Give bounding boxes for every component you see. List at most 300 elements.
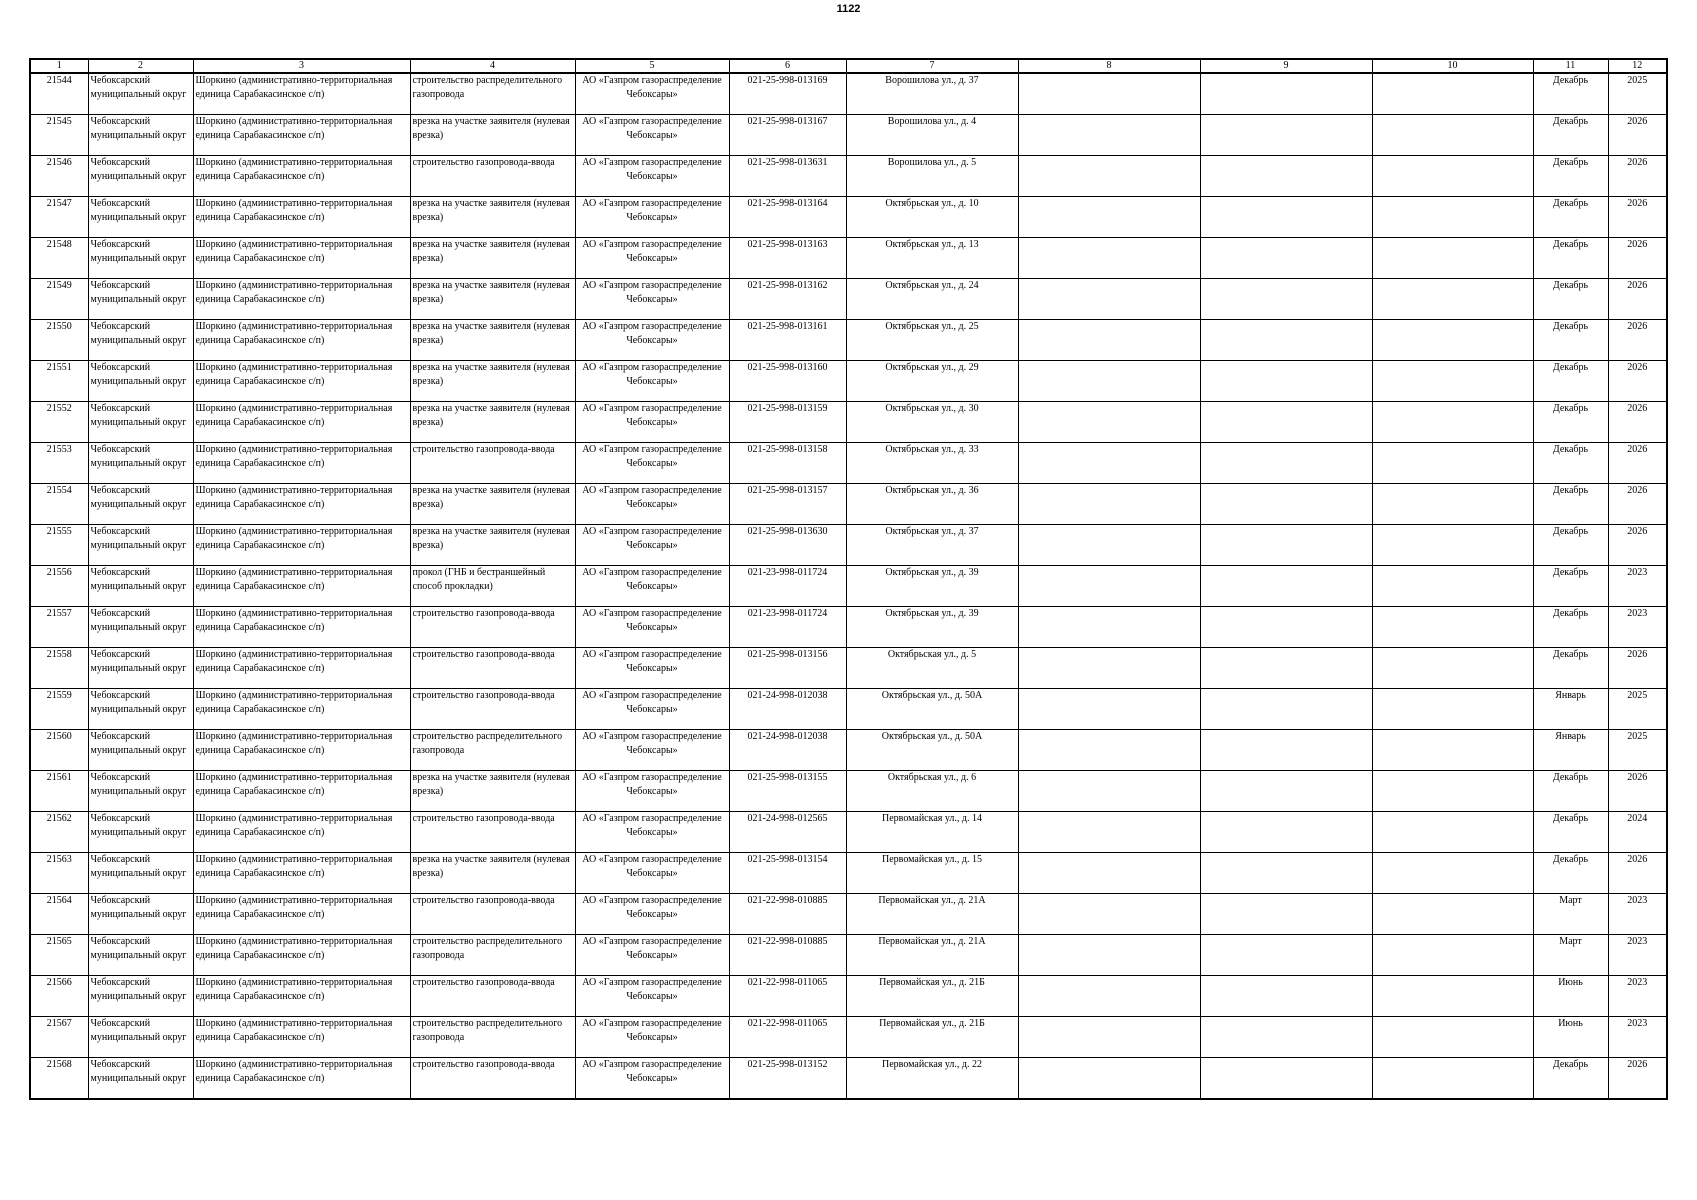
table-header (30, 59, 1667, 73)
work-type-cell-text: строительство газопровода-ввода (412, 444, 555, 455)
column-10-cell (1372, 566, 1533, 607)
organization-cell (575, 894, 729, 935)
month-cell (1533, 238, 1608, 279)
code-cell (729, 197, 846, 238)
work-type-cell-text: строительство газопровода-ввода (412, 690, 555, 701)
year-cell (1608, 525, 1667, 566)
table-row (30, 279, 1667, 320)
district-cell-text: Чебоксарский муниципальный округ (90, 936, 187, 961)
work-type-cell (410, 607, 575, 648)
row-number-text: 21561 (46, 772, 72, 783)
row-number (30, 402, 88, 443)
district-cell (88, 1058, 193, 1100)
row-number-text: 21562 (46, 813, 72, 824)
settlement-cell-text: Шоркино (административно-территориальная единица Сарабакасинское с/п) (195, 690, 393, 715)
address-cell-text: Ворошилова ул., д. 5 (887, 157, 977, 168)
column-10-cell (1372, 1017, 1533, 1058)
year-cell-text: 2026 (1627, 198, 1648, 209)
column-9-cell (1200, 238, 1372, 279)
column-9-cell (1200, 402, 1372, 443)
column-10-cell (1372, 443, 1533, 484)
row-number-text: 21563 (46, 854, 72, 865)
row-number (30, 894, 88, 935)
organization-cell-text: АО «Газпром газораспределение Чебоксары» (582, 608, 722, 633)
code-cell-text: 021-24-998-012038 (747, 731, 828, 742)
year-cell (1608, 853, 1667, 894)
organization-cell (575, 402, 729, 443)
settlement-cell (193, 976, 410, 1017)
column-10-cell (1372, 812, 1533, 853)
row-number (30, 566, 88, 607)
address-cell (846, 279, 1018, 320)
column-9-cell (1200, 156, 1372, 197)
address-cell-text: Первомайская ул., д. 15 (882, 854, 982, 865)
organization-cell-text: АО «Газпром газораспределение Чебоксары» (582, 75, 722, 100)
district-cell (88, 1017, 193, 1058)
row-number (30, 115, 88, 156)
work-type-cell-text: строительство распределительного газопровода (412, 936, 563, 961)
month-cell-text: Декабрь (1552, 116, 1589, 127)
column-header-8: 8 (1018, 59, 1200, 73)
settlement-cell (193, 525, 410, 566)
column-10-cell (1372, 484, 1533, 525)
organization-cell-text: АО «Газпром газораспределение Чебоксары» (582, 1018, 722, 1043)
settlement-cell-text: Шоркино (административно-территориальная единица Сарабакасинское с/п) (195, 116, 393, 141)
month-cell (1533, 771, 1608, 812)
month-cell-text: Июнь (1558, 977, 1583, 988)
year-cell-text: 2024 (1627, 813, 1648, 824)
work-type-cell-text: врезка на участке заявителя (нулевая врезка) (412, 239, 570, 264)
address-cell-text: Октябрьская ул., д. 30 (885, 403, 979, 414)
address-cell-text: Первомайская ул., д. 21Б (879, 1018, 985, 1029)
district-cell (88, 566, 193, 607)
settlement-cell (193, 361, 410, 402)
work-type-cell (410, 73, 575, 115)
settlement-cell (193, 730, 410, 771)
row-number-text: 21551 (46, 362, 72, 373)
table-row (30, 771, 1667, 812)
district-cell-text: Чебоксарский муниципальный округ (90, 608, 187, 633)
month-cell-text: Декабрь (1552, 321, 1589, 332)
district-cell-text: Чебоксарский муниципальный округ (90, 444, 187, 469)
work-type-cell (410, 812, 575, 853)
code-cell-text: 021-25-998-013167 (747, 116, 828, 127)
work-type-cell-text: врезка на участке заявителя (нулевая врезка) (412, 116, 570, 141)
settlement-cell-text: Шоркино (административно-территориальная единица Сарабакасинское с/п) (195, 854, 393, 879)
code-cell (729, 484, 846, 525)
district-cell-text: Чебоксарский муниципальный округ (90, 567, 187, 592)
table-row (30, 1058, 1667, 1100)
column-9-cell (1200, 279, 1372, 320)
organization-cell-text: АО «Газпром газораспределение Чебоксары» (582, 444, 722, 469)
row-number-text: 21558 (46, 649, 72, 660)
district-cell (88, 197, 193, 238)
month-cell-text: Март (1559, 895, 1582, 906)
settlement-cell-text: Шоркино (административно-территориальная единица Сарабакасинское с/п) (195, 649, 393, 674)
address-cell-text: Октябрьская ул., д. 25 (885, 321, 979, 332)
column-9-cell (1200, 1017, 1372, 1058)
work-type-cell-text: строительство газопровода-ввода (412, 157, 555, 168)
year-cell-text: 2023 (1627, 977, 1648, 988)
table-row (30, 894, 1667, 935)
district-cell (88, 279, 193, 320)
table-row (30, 73, 1667, 115)
year-cell-text: 2026 (1627, 239, 1648, 250)
year-cell (1608, 935, 1667, 976)
table-row (30, 812, 1667, 853)
month-cell (1533, 279, 1608, 320)
row-number (30, 648, 88, 689)
month-cell-text: Январь (1555, 731, 1586, 742)
organization-cell-text: АО «Газпром газораспределение Чебоксары» (582, 813, 722, 838)
address-cell (846, 771, 1018, 812)
work-type-cell (410, 361, 575, 402)
district-cell-text: Чебоксарский муниципальный округ (90, 1059, 187, 1084)
address-cell (846, 812, 1018, 853)
column-header-5: 5 (575, 59, 729, 73)
code-cell-text: 021-25-998-013154 (747, 854, 828, 865)
address-cell (846, 484, 1018, 525)
table-row (30, 156, 1667, 197)
row-number (30, 689, 88, 730)
code-cell (729, 402, 846, 443)
month-cell (1533, 566, 1608, 607)
column-10-cell (1372, 320, 1533, 361)
year-cell-text: 2026 (1627, 321, 1648, 332)
settlement-cell-text: Шоркино (административно-территориальная единица Сарабакасинское с/п) (195, 1059, 393, 1084)
year-cell-text: 2025 (1627, 731, 1648, 742)
month-cell (1533, 1017, 1608, 1058)
organization-cell-text: АО «Газпром газораспределение Чебоксары» (582, 321, 722, 346)
settlement-cell (193, 689, 410, 730)
year-cell-text: 2026 (1627, 649, 1648, 660)
organization-cell (575, 279, 729, 320)
work-type-cell (410, 689, 575, 730)
organization-cell-text: АО «Газпром газораспределение Чебоксары» (582, 362, 722, 387)
column-header-12: 12 (1608, 59, 1667, 73)
year-cell (1608, 689, 1667, 730)
address-cell-text: Октябрьская ул., д. 39 (885, 567, 979, 578)
address-cell-text: Первомайская ул., д. 22 (882, 1059, 982, 1070)
column-8-cell (1018, 730, 1200, 771)
code-cell-text: 021-22-998-011065 (747, 977, 828, 988)
month-cell-text: Декабрь (1552, 608, 1589, 619)
column-8-cell (1018, 853, 1200, 894)
month-cell-text: Март (1559, 936, 1582, 947)
month-cell-text: Декабрь (1552, 526, 1589, 537)
code-cell (729, 156, 846, 197)
code-cell (729, 894, 846, 935)
column-9-cell (1200, 1058, 1372, 1100)
address-cell (846, 238, 1018, 279)
organization-cell (575, 238, 729, 279)
row-number-text: 21547 (46, 198, 72, 209)
column-9-cell (1200, 73, 1372, 115)
column-10-cell (1372, 648, 1533, 689)
settlement-cell (193, 443, 410, 484)
year-cell (1608, 648, 1667, 689)
work-type-cell-text: врезка на участке заявителя (нулевая врезка) (412, 772, 570, 797)
year-cell (1608, 1058, 1667, 1100)
work-type-cell-text: врезка на участке заявителя (нулевая врезка) (412, 526, 570, 551)
row-number (30, 935, 88, 976)
district-cell (88, 853, 193, 894)
year-cell-text: 2026 (1627, 403, 1648, 414)
address-cell (846, 402, 1018, 443)
district-cell-text: Чебоксарский муниципальный округ (90, 772, 187, 797)
column-8-cell (1018, 484, 1200, 525)
settlement-cell (193, 566, 410, 607)
month-cell (1533, 115, 1608, 156)
settlement-cell (193, 1017, 410, 1058)
column-9-cell (1200, 853, 1372, 894)
settlement-cell (193, 771, 410, 812)
code-cell-text: 021-25-998-013169 (747, 75, 828, 86)
address-cell-text: Октябрьская ул., д. 37 (885, 526, 979, 537)
address-cell (846, 156, 1018, 197)
work-type-cell (410, 156, 575, 197)
district-cell-text: Чебоксарский муниципальный округ (90, 731, 187, 756)
address-cell-text: Октябрьская ул., д. 10 (885, 198, 979, 209)
organization-cell-text: АО «Газпром газораспределение Чебоксары» (582, 116, 722, 141)
column-10-cell (1372, 197, 1533, 238)
row-number-text: 21554 (46, 485, 72, 496)
code-cell (729, 361, 846, 402)
month-cell-text: Январь (1555, 690, 1586, 701)
work-type-cell (410, 894, 575, 935)
year-cell (1608, 894, 1667, 935)
settlement-cell-text: Шоркино (административно-территориальная единица Сарабакасинское с/п) (195, 731, 393, 756)
column-8-cell (1018, 238, 1200, 279)
row-number-text: 21549 (46, 280, 72, 291)
settlement-cell-text: Шоркино (административно-территориальная единица Сарабакасинское с/п) (195, 1018, 393, 1043)
work-type-cell-text: врезка на участке заявителя (нулевая врезка) (412, 321, 570, 346)
month-cell (1533, 812, 1608, 853)
row-number-text: 21556 (46, 567, 72, 578)
month-cell-text: Декабрь (1552, 239, 1589, 250)
work-type-cell-text: строительство газопровода-ввода (412, 608, 555, 619)
district-cell-text: Чебоксарский муниципальный округ (90, 321, 187, 346)
settlement-cell-text: Шоркино (административно-территориальная единица Сарабакасинское с/п) (195, 198, 393, 223)
table-row (30, 320, 1667, 361)
table-row (30, 935, 1667, 976)
organization-cell (575, 1058, 729, 1100)
work-type-cell-text: врезка на участке заявителя (нулевая врезка) (412, 362, 570, 387)
settlement-cell (193, 197, 410, 238)
month-cell (1533, 525, 1608, 566)
organization-cell-text: АО «Газпром газораспределение Чебоксары» (582, 198, 722, 223)
district-cell-text: Чебоксарский муниципальный округ (90, 690, 187, 715)
row-number (30, 976, 88, 1017)
year-cell-text: 2023 (1627, 895, 1648, 906)
district-cell (88, 320, 193, 361)
row-number (30, 197, 88, 238)
settlement-cell-text: Шоркино (административно-территориальная единица Сарабакасинское с/п) (195, 403, 393, 428)
column-9-cell (1200, 771, 1372, 812)
code-cell (729, 689, 846, 730)
organization-cell (575, 771, 729, 812)
address-cell-text: Ворошилова ул., д. 4 (887, 116, 977, 127)
row-number (30, 812, 88, 853)
column-9-cell (1200, 976, 1372, 1017)
code-cell (729, 976, 846, 1017)
column-header-11: 11 (1533, 59, 1608, 73)
header-row (30, 59, 1667, 73)
address-cell-text: Октябрьская ул., д. 13 (885, 239, 979, 250)
month-cell-text: Декабрь (1552, 485, 1589, 496)
month-cell-text: Декабрь (1552, 854, 1589, 865)
row-number-text: 21545 (46, 116, 72, 127)
work-type-cell (410, 566, 575, 607)
district-cell (88, 73, 193, 115)
row-number-text: 21553 (46, 444, 72, 455)
settlement-cell (193, 812, 410, 853)
column-9-cell (1200, 730, 1372, 771)
row-number (30, 771, 88, 812)
district-cell-text: Чебоксарский муниципальный округ (90, 116, 187, 141)
district-cell (88, 689, 193, 730)
organization-cell-text: АО «Газпром газораспределение Чебоксары» (582, 895, 722, 920)
work-type-cell (410, 115, 575, 156)
address-cell-text: Октябрьская ул., д. 29 (885, 362, 979, 373)
address-cell-text: Первомайская ул., д. 21Б (879, 977, 985, 988)
address-cell (846, 894, 1018, 935)
month-cell (1533, 484, 1608, 525)
year-cell (1608, 484, 1667, 525)
code-cell (729, 812, 846, 853)
organization-cell (575, 935, 729, 976)
organization-cell (575, 115, 729, 156)
code-cell-text: 021-25-998-013159 (747, 403, 828, 414)
address-cell (846, 320, 1018, 361)
work-type-cell (410, 402, 575, 443)
code-cell-text: 021-25-998-013157 (747, 485, 828, 496)
code-cell-text: 021-25-998-013160 (747, 362, 828, 373)
column-10-cell (1372, 525, 1533, 566)
code-cell (729, 853, 846, 894)
table-row (30, 566, 1667, 607)
district-cell-text: Чебоксарский муниципальный округ (90, 362, 187, 387)
month-cell-text: Декабрь (1552, 75, 1589, 86)
work-type-cell (410, 320, 575, 361)
column-8-cell (1018, 935, 1200, 976)
month-cell (1533, 197, 1608, 238)
table-row (30, 402, 1667, 443)
year-cell (1608, 1017, 1667, 1058)
row-number (30, 853, 88, 894)
column-9-cell (1200, 525, 1372, 566)
row-number (30, 607, 88, 648)
code-cell-text: 021-22-998-010885 (747, 895, 828, 906)
address-cell-text: Октябрьская ул., д. 5 (887, 649, 977, 660)
address-cell (846, 976, 1018, 1017)
column-10-cell (1372, 607, 1533, 648)
row-number (30, 279, 88, 320)
district-cell-text: Чебоксарский муниципальный округ (90, 157, 187, 182)
column-header-6: 6 (729, 59, 846, 73)
column-9-cell (1200, 443, 1372, 484)
year-cell (1608, 238, 1667, 279)
year-cell-text: 2025 (1627, 75, 1648, 86)
year-cell (1608, 361, 1667, 402)
work-type-cell (410, 935, 575, 976)
district-cell-text: Чебоксарский муниципальный округ (90, 649, 187, 674)
column-10-cell (1372, 156, 1533, 197)
table-row (30, 115, 1667, 156)
month-cell-text: Декабрь (1552, 362, 1589, 373)
code-cell-text: 021-25-998-013631 (747, 157, 828, 168)
code-cell-text: 021-23-998-011724 (747, 567, 828, 578)
year-cell-text: 2026 (1627, 1059, 1648, 1070)
work-type-cell-text: врезка на участке заявителя (нулевая врезка) (412, 403, 570, 428)
year-cell (1608, 402, 1667, 443)
row-number (30, 73, 88, 115)
column-header-7: 7 (846, 59, 1018, 73)
district-cell (88, 935, 193, 976)
work-type-cell-text: строительство распределительного газопровода (412, 75, 563, 100)
column-8-cell (1018, 197, 1200, 238)
work-type-cell-text: строительство распределительного газопровода (412, 731, 563, 756)
organization-cell-text: АО «Газпром газораспределение Чебоксары» (582, 280, 722, 305)
organization-cell (575, 320, 729, 361)
month-cell (1533, 730, 1608, 771)
settlement-cell (193, 607, 410, 648)
work-type-cell-text: строительство газопровода-ввода (412, 977, 555, 988)
column-header-4: 4 (410, 59, 575, 73)
month-cell-text: Декабрь (1552, 157, 1589, 168)
column-10-cell (1372, 1058, 1533, 1100)
district-cell (88, 443, 193, 484)
column-8-cell (1018, 525, 1200, 566)
district-cell (88, 648, 193, 689)
settlement-cell (193, 156, 410, 197)
column-8-cell (1018, 156, 1200, 197)
settlement-cell-text: Шоркино (административно-территориальная единица Сарабакасинское с/п) (195, 567, 393, 592)
district-cell (88, 525, 193, 566)
code-cell (729, 1017, 846, 1058)
column-10-cell (1372, 402, 1533, 443)
column-8-cell (1018, 566, 1200, 607)
code-cell-text: 021-22-998-011065 (747, 1018, 828, 1029)
table-body (30, 73, 1667, 1099)
settlement-cell (193, 648, 410, 689)
settlement-cell-text: Шоркино (административно-территориальная единица Сарабакасинское с/п) (195, 485, 393, 510)
row-number (30, 156, 88, 197)
work-type-cell (410, 771, 575, 812)
column-9-cell (1200, 648, 1372, 689)
column-9-cell (1200, 484, 1372, 525)
organization-cell-text: АО «Газпром газораспределение Чебоксары» (582, 526, 722, 551)
organization-cell (575, 976, 729, 1017)
row-number-text: 21568 (46, 1059, 72, 1070)
code-cell (729, 525, 846, 566)
month-cell (1533, 935, 1608, 976)
column-8-cell (1018, 279, 1200, 320)
organization-cell (575, 361, 729, 402)
month-cell (1533, 976, 1608, 1017)
month-cell (1533, 689, 1608, 730)
row-number-text: 21555 (46, 526, 72, 537)
organization-cell (575, 566, 729, 607)
organization-cell-text: АО «Газпром газораспределение Чебоксары» (582, 936, 722, 961)
settlement-cell-text: Шоркино (административно-территориальная единица Сарабакасинское с/п) (195, 608, 393, 633)
organization-cell-text: АО «Газпром газораспределение Чебоксары» (582, 854, 722, 879)
month-cell (1533, 607, 1608, 648)
year-cell-text: 2026 (1627, 772, 1648, 783)
row-number-text: 21567 (46, 1018, 72, 1029)
month-cell (1533, 73, 1608, 115)
work-type-cell-text: строительство газопровода-ввода (412, 813, 555, 824)
